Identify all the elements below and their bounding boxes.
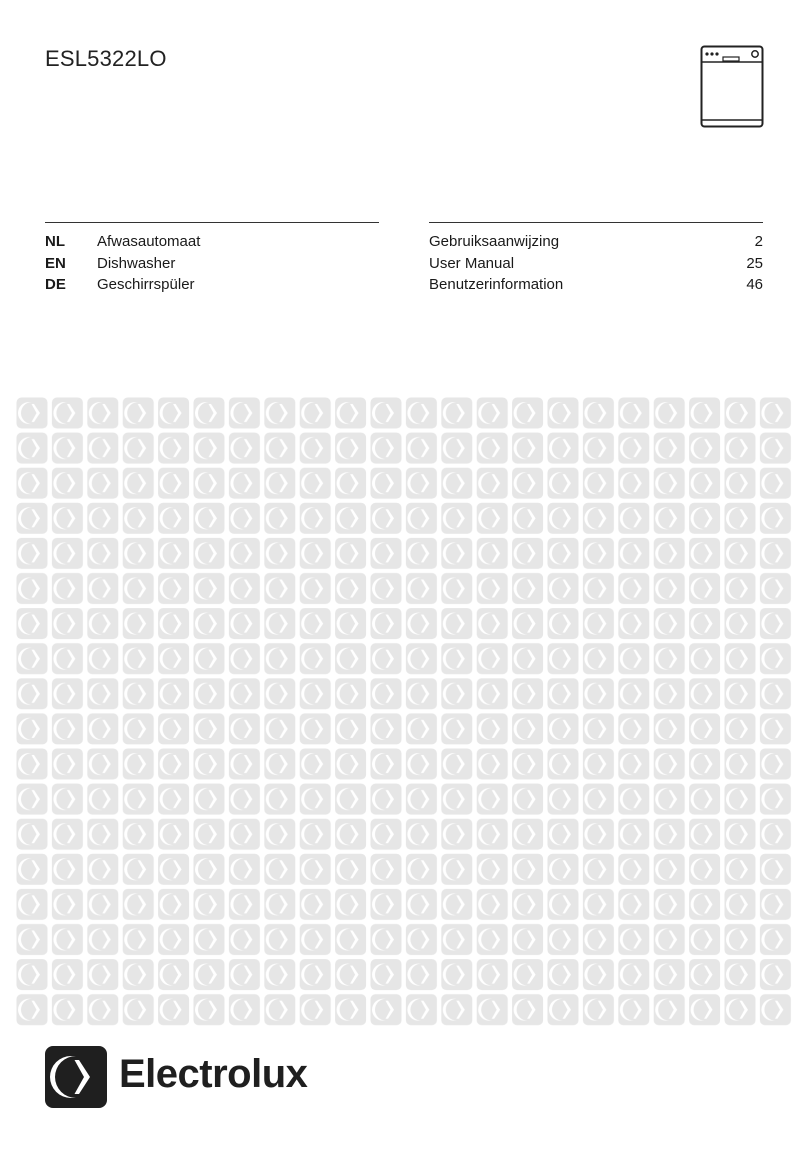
language-row-de bbox=[45, 274, 379, 296]
document-title: Benutzerinformation bbox=[429, 276, 564, 293]
document-title: User Manual bbox=[429, 254, 515, 272]
language-code: NL bbox=[45, 233, 65, 250]
electrolux-logo-icon bbox=[45, 1046, 107, 1108]
language-code: EN bbox=[45, 254, 66, 272]
brand-name: Electrolux bbox=[119, 1052, 308, 1096]
product-name: Geschirrspüler bbox=[97, 276, 195, 293]
logo-pattern-background bbox=[15, 396, 793, 1026]
language-row-nl bbox=[45, 231, 379, 253]
page-number: 25 bbox=[746, 254, 763, 272]
document-row-de bbox=[429, 274, 763, 296]
document-row-en bbox=[429, 253, 763, 275]
language-list bbox=[45, 222, 379, 296]
dishwasher-icon bbox=[700, 45, 764, 129]
language-row-en bbox=[45, 253, 379, 275]
document-title: Gebruiksaanwijzing bbox=[429, 233, 560, 250]
product-name: Dishwasher bbox=[97, 254, 176, 272]
page-number: 2 bbox=[754, 233, 763, 250]
product-name: Afwasautomaat bbox=[97, 233, 201, 250]
document-row-nl bbox=[429, 231, 763, 253]
language-code: DE bbox=[45, 276, 66, 293]
document-list bbox=[429, 222, 763, 296]
page-number: 46 bbox=[746, 276, 763, 293]
model-number: ESL5322LO bbox=[45, 46, 167, 71]
